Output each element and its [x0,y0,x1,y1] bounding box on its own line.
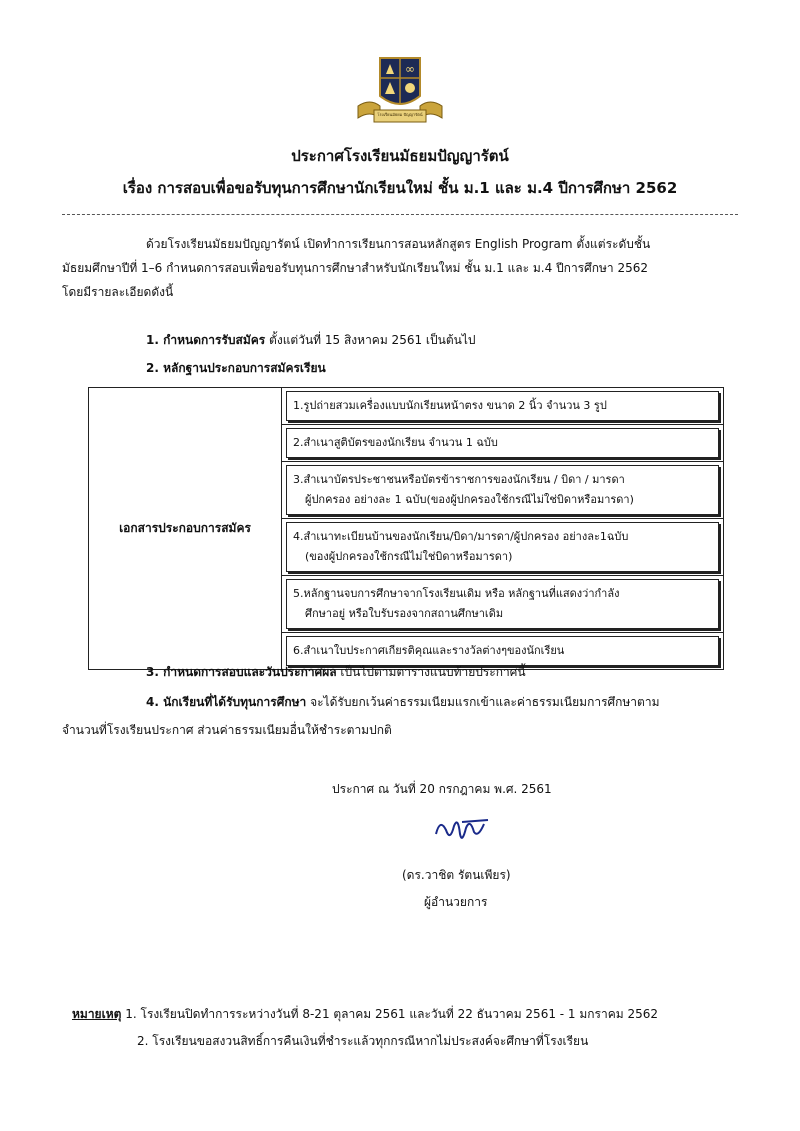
logo-text: โรงเรียนมัธยม ปัญญารัตน์ [377,112,423,117]
item-1-text: ตั้งแต่วันที่ 15 สิงหาคม 2561 เป็นต้นไป [269,333,476,347]
note-1-text: 1. โรงเรียนปิดทำการระหว่างวันที่ 8-21 ตุลาคม 2561 และวันที่ 22 ธันวาคม 2561 - 1 มกราคม 2562 [125,1007,659,1021]
intro-line-3: โดยมีรายละเอียดดังนี้ [62,285,174,299]
documents-table [88,387,724,670]
document-item-5-line-2: ศึกษาอยู่ หรือใบรับรองจากสถานศึกษาเดิม [305,607,504,620]
announcement-date: ประกาศ ณ วันที่ 20 กรกฎาคม พ.ศ. 2561 [332,782,552,796]
document-item-5 [286,579,719,629]
item-application-period [146,331,475,350]
document-item-4-line-1: 4.สำเนาทะเบียนบ้านของนักเรียน/บิดา/มารดา/ผู้ปกครอง อย่างละ1ฉบับ [293,530,629,543]
document-item-5-line-1: 5.หลักฐานจบการศึกษาจากโรงเรียนเดิม หรือ หลักฐานที่แสดงว่ากำลัง [293,587,620,600]
intro-line-2: มัธยมศึกษาปีที่ 1–6 กำหนดการสอบเพื่อขอรับทุนการศึกษาสำหรับนักเรียนใหม่ ชั้น ม.1 และ ม.4 ปีการศึกษา 2562 [62,261,649,275]
intro-paragraph [62,232,738,304]
document-item-4-line-2: (ของผู้ปกครองใช้กรณีไม่ใช่บิดาหรือมารดา) [305,550,513,563]
director-position: ผู้อำนวยการ [424,895,488,909]
document-item-3-line-2: ผู้ปกครอง อย่างละ 1 ฉบับ(ของผู้ปกครองใช้กรณีไม่ใช่บิดาหรือมารดา) [305,493,634,506]
item-3-text: เป็นไปตามตารางแนบท้ายประกาศนี้ [340,665,526,679]
documents-label: เอกสารประกอบการสมัคร [89,388,282,670]
item-4-continuation: จำนวนที่โรงเรียนประกาศ ส่วนค่าธรรมเนียมอื่นให้ชำระตามปกติ [62,723,392,737]
announcement-title: ประกาศโรงเรียนมัธยมปัญญารัตน์ [291,147,509,165]
note-line-1 [72,1005,658,1024]
item-4-heading: 4. นักเรียนที่ได้รับทุนการศึกษา [146,695,307,709]
header-divider [62,214,738,215]
document-item-2: 2.สำเนาสูติบัตรของนักเรียน จำนวน 1 ฉบับ [286,428,719,458]
svg-text:∞: ∞ [405,62,415,76]
document-item-1: 1.รูปถ่ายสวมเครื่องแบบนักเรียนหน้าตรง ขนาด 2 นิ้ว จำนวน 3 รูป [286,391,719,421]
item-required-documents [146,359,326,378]
item-1-heading: 1. กำหนดการรับสมัคร [146,333,266,347]
item-2-heading: 2. หลักฐานประกอบการสมัครเรียน [146,361,326,375]
document-item-4 [286,522,719,572]
director-signature [432,812,492,852]
item-exam-schedule [146,663,526,682]
item-scholarship-recipients [146,693,660,712]
document-item-3 [286,465,719,515]
document-item-6: 6.สำเนาใบประกาศเกียรติคุณและรางวัลต่างๆของนักเรียน [286,636,719,666]
item-4-text: จะได้รับยกเว้นค่าธรรมเนียมแรกเข้าและค่าธรรมเนียมการศึกษาตาม [310,695,660,709]
director-name: (ดร.วาชิต รัตนเพียร) [402,868,511,882]
document-item-3-line-1: 3.สำเนาบัตรประชาชนหรือบัตรข้าราชการของนักเรียน / บิดา / มารดา [293,473,625,486]
item-3-heading: 3. กำหนดการสอบและวันประกาศผล [146,665,337,679]
note-line-2: 2. โรงเรียนขอสงวนสิทธิ์การคืนเงินที่ชำระแล้วทุกกรณีหากไม่ประสงค์จะศึกษาที่โรงเรียน [137,1034,589,1048]
intro-line-1: ด้วยโรงเรียนมัธยมปัญญารัตน์ เปิดทำการเรียนการสอนหลักสูตร English Program ตั้งแต่ระดับชั้น [146,237,651,251]
note-heading: หมายเหตุ [72,1007,122,1021]
school-crest-logo [350,50,450,132]
announcement-subject: เรื่อง การสอบเพื่อขอรับทุนการศึกษานักเรียนใหม่ ชั้น ม.1 และ ม.4 ปีการศึกษา 2562 [122,179,678,197]
